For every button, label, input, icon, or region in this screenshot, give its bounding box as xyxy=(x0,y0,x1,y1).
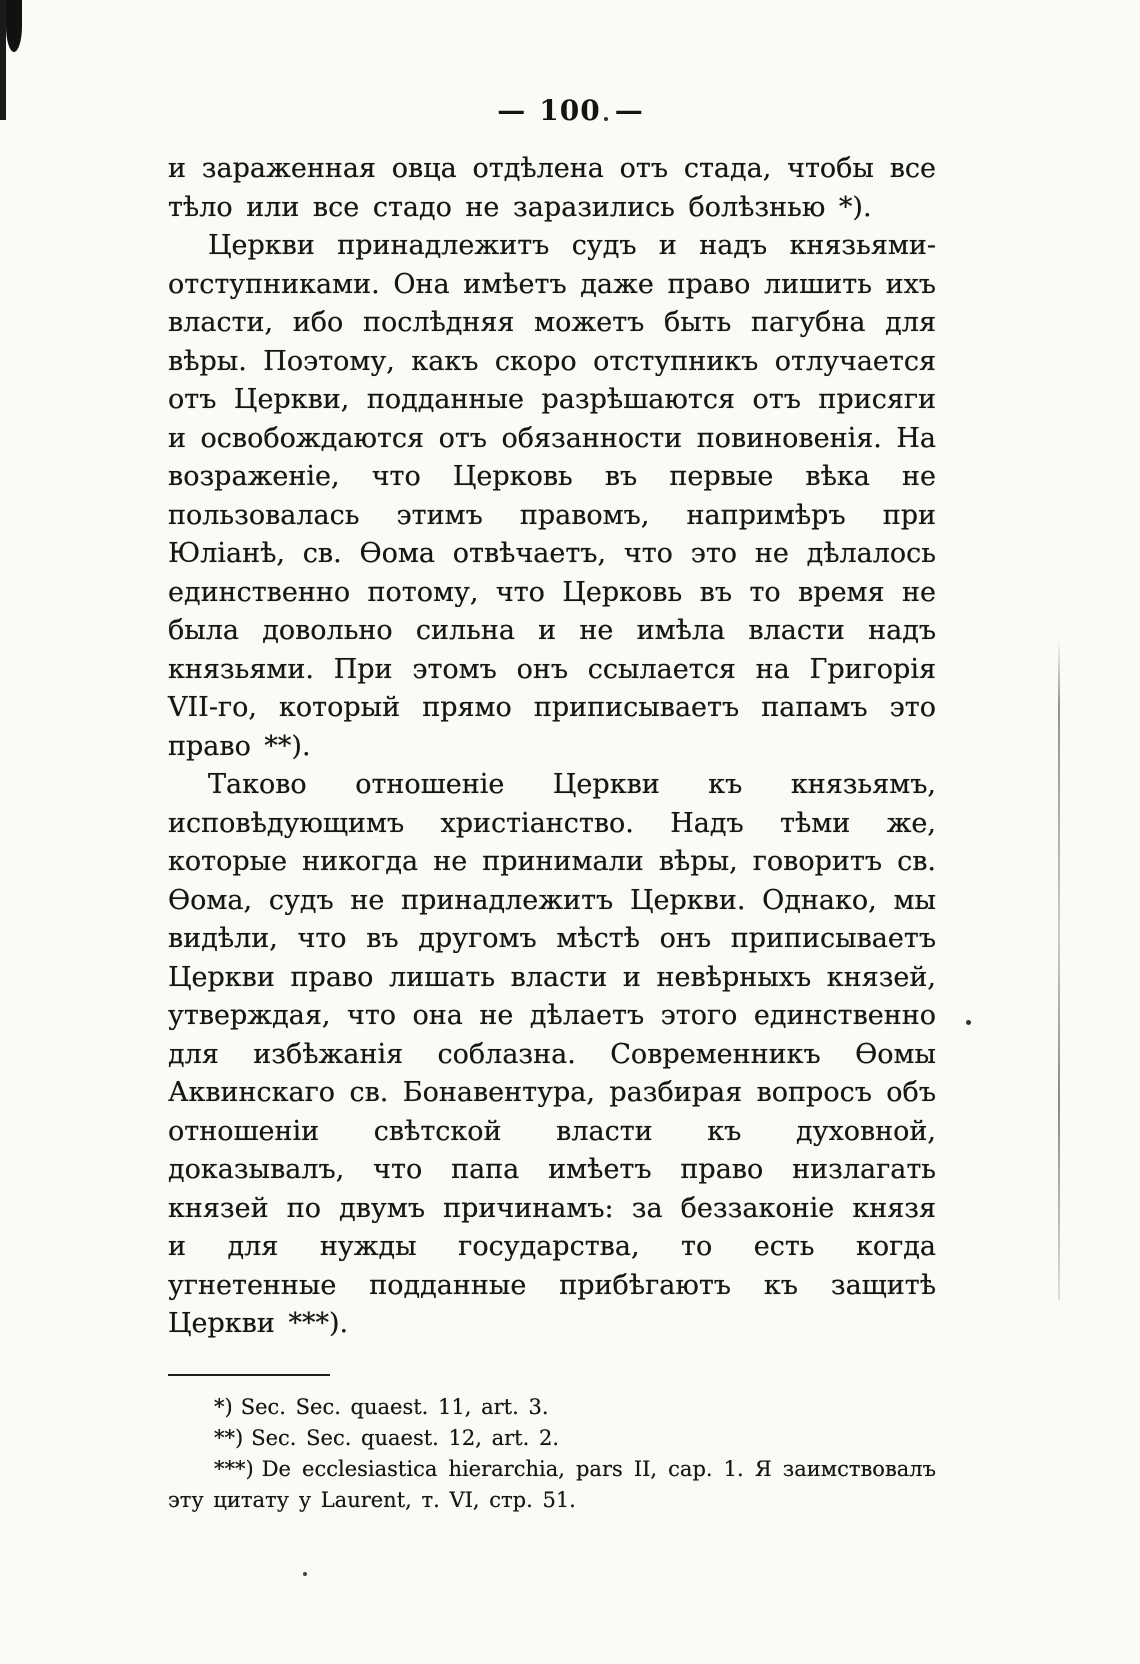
scan-artifact-dot xyxy=(966,1020,971,1025)
footnote-1-marker: *) xyxy=(214,1394,233,1419)
paragraph-bonaventura: Таково отношеніе Церкви къ князьямъ, исповѣдующимъ христіанство. Надъ тѣми же, которые никогда не принимали вѣры, говоритъ св. Ѳома, судъ не принадлежитъ Церкви. Однако, мы видѣли, что въ другомъ мѣстѣ онъ приписываетъ Церкви право лишать власти и невѣрныхъ князей, утверждая, что она не дѣлаетъ этого единственно для избѣжанія соблазна. Современникъ Ѳомы Аквинскаго св. Бонавентура, разбирая вопросъ объ отношеніи свѣтской власти къ духовной, доказывалъ, что папа имѣетъ право низлагать князей по двумъ причинамъ: за беззаконіе князя и для нужды государства, то есть когда угнетенные подданные прибѣгаютъ къ защитѣ Церкви ***). xyxy=(168,769,936,1339)
scan-artifact-corner-blob xyxy=(6,0,22,52)
footnote-1 xyxy=(168,1392,936,1423)
footnote-2 xyxy=(168,1423,936,1454)
footnote-1-text: Sec. Sec. quaest. 11, art. 3. xyxy=(240,1394,549,1419)
page-number xyxy=(0,94,1140,127)
footnote-2-marker: **) xyxy=(214,1425,244,1450)
page-number-dash-right: — xyxy=(614,94,643,127)
footnote-3-marker: ***) xyxy=(214,1456,254,1481)
footnote-2-text: Sec. Sec. quaest. 12, art. 2. xyxy=(251,1425,559,1450)
footnote-3-text: De ecclesiastica hierarchia, pars II, cap. 1. Я заимствовалъ эту цитату у Laurent, т. VI, стр. 51. xyxy=(168,1456,936,1512)
page-number-dash-left: — xyxy=(497,94,526,127)
scan-artifact-dot xyxy=(604,117,608,121)
paragraph-church-judgement: Церкви принадлежитъ судъ и надъ князьями-отступниками. Она имѣетъ даже право лишить ихъ власти, ибо послѣдняя можетъ быть пагубна для вѣры. Поэтому, какъ скоро отступникъ отлучается отъ Церкви, подданные разрѣшаются отъ присяги и освобождаются отъ обязанности повиновенія. На возраженіе, что Церковь въ первые вѣка не пользовалась этимъ правомъ, напримѣръ при Юліанѣ, св. Ѳома отвѣчаетъ, что это не дѣлалось единственно потому, что Церковь въ то время не была довольно сильна и не имѣла власти надъ князьями. При этомъ онъ ссылается на Григорія VII-го, который прямо приписываетъ папамъ это право **). xyxy=(168,230,936,762)
scan-artifact-gutter-line xyxy=(1058,640,1060,1300)
footnotes-section xyxy=(168,1392,936,1516)
footnote-3 xyxy=(168,1454,936,1516)
footnote-separator xyxy=(168,1374,330,1376)
paragraph-continuation: и зараженная овца отдѣлена отъ стада, чтобы все тѣло или все стадо не заразились болѣзнью *). xyxy=(168,153,936,223)
page-number-value: 100 xyxy=(539,94,601,127)
text-block xyxy=(168,150,936,1516)
scan-artifact-dot xyxy=(303,1572,307,1576)
